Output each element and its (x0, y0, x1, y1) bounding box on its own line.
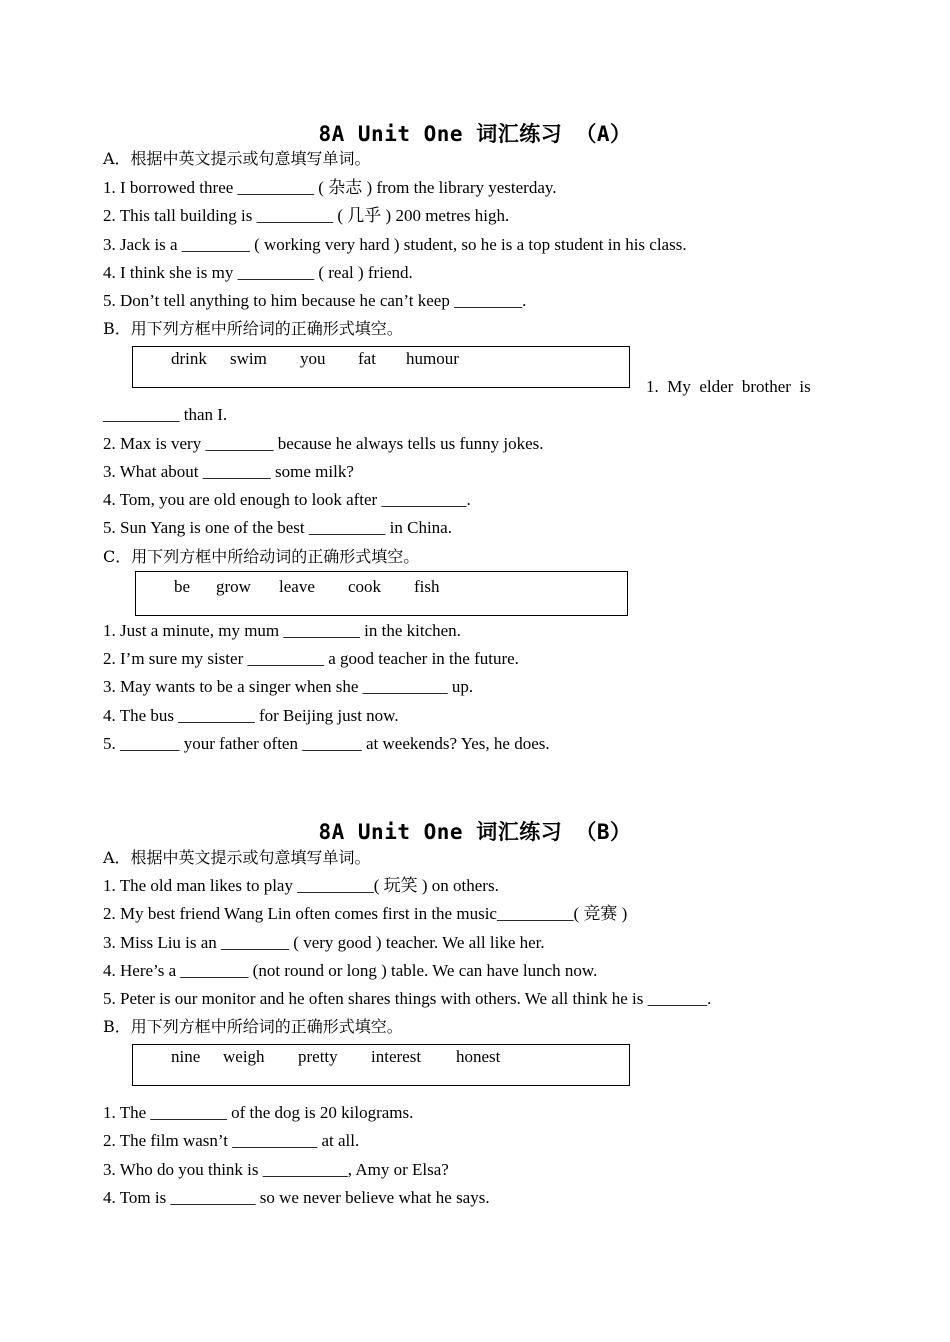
exercise-line: 2. This tall building is _________ ( 几乎 ) 200 metres high. (103, 206, 510, 225)
word-box (132, 346, 630, 388)
word-box (135, 571, 628, 616)
word-box-item: honest (456, 1047, 501, 1066)
word-box-item: swim (230, 349, 267, 368)
exercise-line-wrap-start: 1. My elder brother is (646, 377, 811, 396)
exercise-line: 5. Sun Yang is one of the best _________ in China. (103, 518, 452, 537)
exercise-line: 3. Who do you think is __________, Amy or Elsa? (103, 1160, 449, 1179)
exercise-line: 2. Max is very ________ because he always tells us funny jokes. (103, 434, 544, 453)
word-box-item: humour (406, 349, 459, 368)
exercise-line-wrap-end: _________ than I. (103, 405, 228, 424)
exercise-line: 3. Jack is a ________ ( working very hard ) student, so he is a top student in his class. (103, 235, 687, 254)
section-a-heading: A．根据中英文提示或句意填写单词。 (103, 848, 371, 867)
exercise-line: 4. Tom, you are old enough to look after __________. (103, 490, 471, 509)
exercise-line: 5. Peter is our monitor and he often shares things with others. We all think he is _______. (103, 989, 712, 1008)
exercise-line: 2. The film wasn’t __________ at all. (103, 1131, 360, 1150)
exercise-line: 1. Just a minute, my mum _________ in the kitchen. (103, 621, 461, 640)
word-box-item: grow (216, 577, 251, 596)
word-box-item: nine (171, 1047, 201, 1066)
exercise-line: 3. What about ________ some milk? (103, 462, 354, 481)
exercise-line: 2. I’m sure my sister _________ a good teacher in the future. (103, 649, 519, 668)
word-box-item: pretty (298, 1047, 338, 1066)
page-title-b: 8A Unit One 词汇练习 （B） (318, 820, 632, 844)
word-box-item: you (300, 349, 326, 368)
word-box-item: drink (171, 349, 207, 368)
word-box-item: weigh (223, 1047, 265, 1066)
word-box-item: fish (414, 577, 440, 596)
section-b-heading: B．用下列方框中所给词的正确形式填空。 (103, 1017, 403, 1036)
section-a-heading: A．根据中英文提示或句意填写单词。 (103, 149, 371, 168)
word-box-item: be (174, 577, 191, 596)
exercise-line: 2. My best friend Wang Lin often comes first in the music_________( 竞赛 ) (103, 904, 628, 923)
word-box-item: leave (279, 577, 315, 596)
exercise-line: 1. I borrowed three _________ ( 杂志 ) from the library yesterday. (103, 178, 557, 197)
exercise-line: 3. May wants to be a singer when she __________ up. (103, 677, 474, 696)
exercise-line: 1. The old man likes to play _________( 玩笑 ) on others. (103, 876, 499, 895)
exercise-line: 3. Miss Liu is an ________ ( very good ) teacher. We all like her. (103, 933, 545, 952)
word-box-item: fat (358, 349, 376, 368)
word-box-item: cook (348, 577, 382, 596)
section-c-heading: C．用下列方框中所给动词的正确形式填空。 (103, 547, 420, 566)
word-box-item: interest (371, 1047, 422, 1066)
exercise-line: 4. I think she is my _________ ( real ) friend. (103, 263, 413, 282)
section-b-heading: B．用下列方框中所给词的正确形式填空。 (103, 319, 403, 338)
exercise-line: 4. Here’s a ________ (not round or long ) table. We can have lunch now. (103, 961, 598, 980)
exercise-line: 1. The _________ of the dog is 20 kilograms. (103, 1103, 414, 1122)
page-title-a: 8A Unit One 词汇练习 （A） (318, 122, 632, 146)
exercise-line: 4. Tom is __________ so we never believe what he says. (103, 1188, 490, 1207)
exercise-line: 4. The bus _________ for Beijing just now. (103, 706, 399, 725)
exercise-line: 5. _______ your father often _______ at weekends? Yes, he does. (103, 734, 550, 753)
word-box (132, 1044, 630, 1086)
exercise-line: 5. Don’t tell anything to him because he can’t keep ________. (103, 291, 527, 310)
